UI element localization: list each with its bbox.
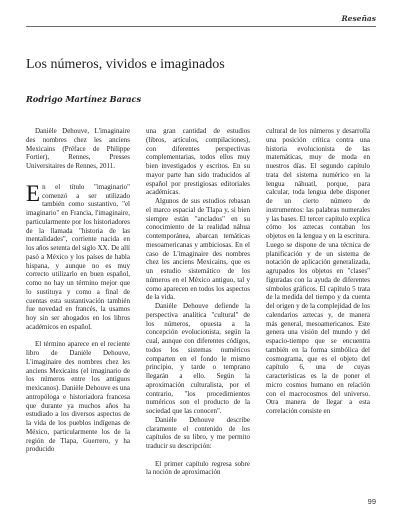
- text-column-3: [266, 127, 370, 416]
- header-rule: [26, 26, 376, 27]
- paragraph: El término aparece en el reciente libro de Danièle Dehouve, L'imaginaire des nombres chez les anciens Mexicains (el imaginario de los números entre los antiguos mexicanos). Danièle Dehouve es una antropóloga e historiadora francesa que durante ya muchos años ha estudiado a los diversos aspectos de la vida de los pueblos indígenas de México, particularmente los de la región de Tlapa, Guerrero, y ha producido: [26, 340, 130, 454]
- paragraph: [26, 180, 130, 332]
- text-column-1: [26, 127, 130, 454]
- paragraph: Algunos de sus estudios rebasan el marco espacial de Tlapa y, si bien siempre están "anclados" en su conocimiento de la realidad náhua contemporánea, abarcan temáticas mesoamericanas y ambiciosas. En el caso de L'imaginaire des nombres chez les anciens Mexicains, que es un estudio sistemático de los números en el México antiguo, tal y como aparecen en todos los aspectos de la vida.: [146, 197, 250, 302]
- article-title: Los números, vividos e imaginados: [26, 57, 225, 72]
- paragraph: una gran cantidad de estudios (libros, artículos, compilaciones), con diferentes perspectivas complementarias, todos ellos muy bien investigados y escritos. En su mayor parte han sido traducidos al español por prestigiosas editoriales académicas.: [146, 127, 250, 197]
- paragraph-text: n el título "imaginario" comenzó a ser utilizado también como sustantivo, "el imaginario" en Francia, l'imaginaire, particularmente por los historiadores de la llamada "historia de las mentalidades", corriente nacida en los años setenta del siglo XX. De allí pasó a México y los países de habla hispana, y aunque no es muy correcto utilizarlo en buen español, como no hay un término mejor que lo sustituya y como a final de cuentas esta sustantivación también fue novedad en francés, la usamos hoy sin ser ahogados en los libros académicos en español.: [26, 182, 130, 331]
- quote-paragraph: El primer capítulo regresa sobre la noción de aproximación: [146, 459, 250, 477]
- paragraph: Danièle Dehouve defiende la perspectiva analítica "cultural" de los números, opuesta a la concepción evolucionista, según la cual, aunque con diferentes códigos, todos los sistemas numéricos comparten en el fondo le mismo principio, y tarde o temprano llegarán a ello. Según la aproximación culturalista, por el contrario, "los procedimientos numéricos son el producto de la sociedad que las conocen".: [146, 302, 250, 415]
- book-reference: Danièle Dehouve, L'imaginaire des nombres chez les anciens Mexicains (Préface de Philippe Fortier), Rennes, Presses Universitaires de Rennes, 2011.: [26, 127, 130, 170]
- drop-cap: E: [26, 180, 41, 206]
- text-column-2: [146, 127, 250, 477]
- page-number: 99: [367, 497, 376, 506]
- paragraph: Danièle Dehouve describe claramente el contenido de los capítulos de su libro, y me permito traducir su descripción:: [146, 415, 250, 450]
- section-tag: Reseñas: [341, 14, 376, 23]
- paragraph: cultural de los números y desarrolla una posición crítica contra una historia evolucionista de las matemáticas, muy de moda en nuestros días. El segundo capítulo trata del sistema numérico en la lengua náhuatl, porque, para calcular, toda lengua debe disponer de un cierto número de instrumentos: las palabras numerales y las bases. El tercer capítulo explica cómo los aztecas contaban los objetos en la lengua y en la escritura. Luego se dispone de una técnica de planificación y de un sistema de notación de aplicación generalizada, agrupados los objetos en "clases" figuradas con la ayuda de diferentes símbolos gráficos. El capítulo 5 trata de la medida del tiempo y da cuenta del origen y de la complejidad de los calendarios aztecas y, de manera más general, mesoamericanos. Este genera una visión del mundo y del espacio-tiempo que se encuentra también en la forma simbólica del cosmograma, que es el objeto del capítulo 6, una de cuyas características es la de poner el micro cosmos humano en relación con el macrocosmos del universo. Otra manera de llegar a esta correlación consiste en: [266, 127, 370, 415]
- article-author: Rodrigo Martínez Baracs: [26, 94, 142, 104]
